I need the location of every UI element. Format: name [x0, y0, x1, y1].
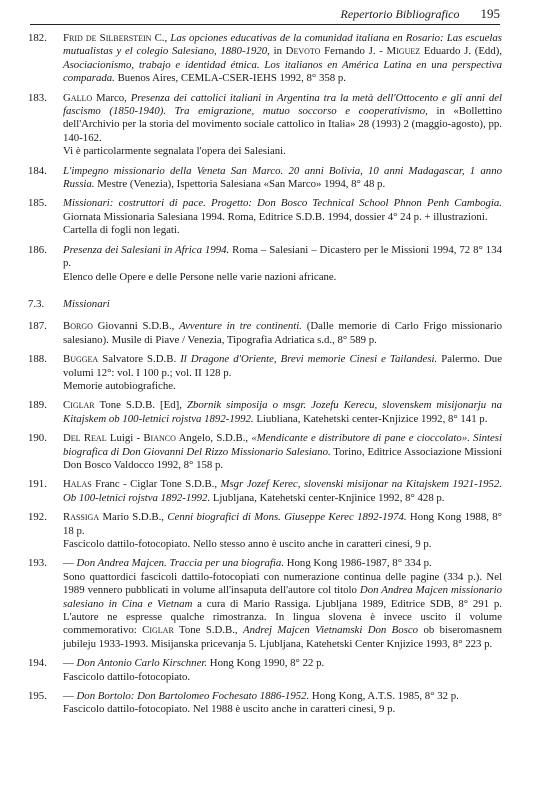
entry-title: L'impegno missionario della Veneta San Marco. 20 anni Bolivia, 10 anni Madagascar, 1 anno Russia.: [63, 164, 502, 191]
author: Halas: [63, 478, 92, 491]
bibliography-entry-184: [28, 165, 502, 192]
entry-number: 191.: [28, 478, 47, 491]
entry-text: in: [269, 45, 286, 58]
entry-title: Msgr Jozef Kerec, slovenski misijonar na Kitajskem 1921-1952. Ob 100-letnici rojstva 1892-1992.: [63, 478, 502, 504]
entry-text: Hong Kong, A.T.S. 1985, 8° 32 p.: [309, 690, 459, 703]
bibliography-list: [28, 32, 502, 723]
entry-number: 192.: [28, 511, 47, 524]
entry-title: Don Antonio Carlo Kirschner.: [76, 657, 208, 670]
entry-title: Andrej Majcen Vietnamski Don Bosco: [243, 624, 419, 637]
author: Frid de Silberstein C.,: [63, 32, 168, 44]
entry-title: Don Andrea Majcen. Traccia per una biografia.: [76, 557, 285, 570]
entry-text: Salvatore S.D.B.: [98, 353, 181, 366]
entry-title: Presenza dei Salesiani in Africa 1994.: [63, 243, 230, 256]
bibliography-entry-195: [28, 690, 502, 717]
entry-number: 185.: [28, 197, 47, 210]
entry-title: Cenni biografici di Mons. Giuseppe Kerec 1892-1974.: [167, 511, 407, 524]
bibliography-entry-185: [28, 197, 502, 237]
entry-text: Marco,: [92, 91, 131, 104]
header-rule: [30, 24, 500, 25]
entry-number: 182.: [28, 32, 47, 44]
entry-text: Eduardo J. (Edd),: [420, 45, 503, 58]
running-header: [0, 6, 500, 22]
author: Devoto: [285, 45, 321, 58]
entry-text: Angelo, S.D.B.,: [175, 432, 252, 445]
entry-title: Missionari: costruttori di pace. Progetto: Don Bosco Technical School Phnon Penh Cambogia.: [63, 197, 502, 210]
entry-text: Buenos Aires, CEMLA-CSER-IEHS 1992, 8° 358 p.: [114, 72, 346, 85]
author: Ciglar: [142, 624, 174, 637]
entry-text: Fernando J. -: [320, 45, 387, 58]
ditto-dash: —: [63, 657, 77, 670]
entry-title: Zbornik simposija o msgr. Jozefu Kerecu, slovenskem misijonarju na Kitajskem ob 100-letnici rojstva 1892-1992.: [63, 399, 502, 425]
bibliography-entry-190: [28, 432, 502, 472]
bibliography-entry-191: [28, 478, 502, 505]
entry-text: Mestre (Venezia), Ispettoria Salesiana «San Marco» 1994, 8° 48 p.: [94, 178, 386, 191]
entry-text: Liubliana, Katehetski center-Knjizice 1992, 8° 141 p.: [253, 412, 488, 425]
entry-number: 184.: [28, 164, 47, 177]
entry-number: 183.: [28, 91, 47, 104]
entry-title: Don Bortolo: Don Bartolomeo Fochesato 1886-1952.: [76, 690, 310, 703]
entry-note: Memorie autobiografiche.: [63, 379, 176, 392]
author: Buggea: [63, 353, 99, 366]
section-number: 7.3.: [28, 297, 45, 310]
entry-note: Cartella di fogli non legati.: [63, 224, 180, 237]
entry-note: Elenco delle Opere e delle Persone nelle varie nazioni africane.: [63, 270, 337, 283]
bibliography-entry-194: [28, 657, 502, 684]
entry-title: Las opciones educativas de la comunidad italiana en Rosario: Las escuelas mutualistas y el colegio Salesiano, 1880-1920,: [63, 32, 502, 58]
page-number: 195: [480, 6, 500, 21]
entry-text: Sono quattordici fascicoli dattilo-fotocopiati con numerazione continua delle pagine (334 p.). Nel 1989 vennero pubblicati in volume all'insaputa dell'autore col titolo: [63, 570, 502, 597]
entry-text: Mario S.D.B.,: [99, 511, 168, 524]
entry-number: 187.: [28, 320, 47, 333]
entry-text: Tone S.D.B.,: [173, 624, 244, 637]
section-heading: [28, 298, 502, 311]
author: Ciglar: [63, 399, 95, 412]
author: Del Real: [63, 432, 107, 445]
entry-text: Franc - Ciglar Tone S.D.B.,: [91, 478, 221, 491]
entry-text: Tone S.D.B. [Ed],: [94, 399, 187, 412]
author: Borgo: [63, 320, 93, 333]
entry-title: Il Dragone d'Oriente, Brevi memorie Cinesi e Tailandesi.: [180, 353, 438, 366]
ditto-dash: —: [63, 690, 77, 703]
entry-number: 188.: [28, 353, 47, 366]
bibliography-entry-189: [28, 399, 502, 426]
bibliography-entry-193: [28, 557, 502, 651]
entry-text: Luigi -: [106, 432, 144, 445]
entry-text: Ljubljana, Katehetski center-Knjinice 1992, 8° 428 p.: [210, 491, 445, 504]
author: Miguez: [386, 45, 421, 58]
entry-text: ob biseromasnem jubileju 1933-1993. Misijanska pricevanja 5. Ljubljana, Katehetski Center Knjizice 1993, 8° 223 p.: [63, 624, 503, 650]
entry-title: Don Andrea Majcen missionario salesiano in Cina e Vietnam: [63, 584, 502, 610]
entry-title: Presenza dei cattolici italiani in Argentina tra la metà dell'Ottocento e gli anni del fascismo (1850-1940). Tra emigrazione, mutuo soccorso e cooperativismo,: [63, 91, 503, 118]
entry-note: Fascicolo dattilo-fotocopiato. Nel 1988 è uscito anche in caratteri cinesi, 9 p.: [63, 703, 396, 716]
entry-text: a cura di Mario Rassiga. Ljubljana 1989, Editrice SDB, 8° 291 p. L'autore ne espresse qualche rimostranza. In lingua slovena è invece uscito il volume commemorativo:: [63, 597, 502, 637]
section-title: Missionari: [63, 297, 110, 310]
entry-title: Asociacionismo, trabajo e identidad étnica. Los italianos en América Latina en una perspectiva comparada.: [63, 58, 502, 85]
bibliography-entry-183: [28, 92, 502, 159]
entry-number: 189.: [28, 399, 47, 412]
entry-text: (Dalle memorie di Carlo Frigo missionario salesiano). Musile di Piave / Venezia, Tipografia Adriatica s.d., 8° 589 p.: [63, 320, 502, 346]
entry-text: in «Bollettino dell'Archivio per la storia del movimento sociale cattolico in Italia» 28 (1993) 2 (maggio-agosto), pp. 140-162.: [63, 105, 502, 144]
running-title: Repertorio Bibliografico: [340, 7, 460, 21]
entry-text: Torino, Editrice Associazione Missioni Don Bosco Valdocco 1992, 8° 158 p.: [63, 445, 502, 471]
entry-number: 194.: [28, 657, 47, 670]
entry-text: Palermo. Due volumi 12°: vol. I 100 p.; vol. II 128 p.: [63, 353, 502, 379]
entry-note: Fascicolo dattilo-fotocopiato.: [63, 670, 191, 683]
bibliography-entry-187: [28, 320, 502, 347]
entry-note: Vi è particolarmente segnalata l'opera dei Salesiani.: [63, 145, 286, 158]
entry-text: Hong Kong 1986-1987, 8° 334 p.: [284, 557, 432, 570]
author: Bianco: [143, 432, 176, 445]
entry-number: 193.: [28, 557, 47, 570]
entry-note: [63, 571, 502, 651]
entry-text: Hong Kong 1990, 8° 22 p.: [207, 657, 325, 670]
bibliography-entry-188: [28, 353, 502, 393]
entry-number: 195.: [28, 690, 47, 703]
bibliography-entry-192: [28, 511, 502, 551]
bibliography-entry-182: [28, 32, 502, 86]
author: Gallo: [63, 91, 93, 104]
bibliography-entry-186: [28, 244, 502, 284]
author: Rassiga: [63, 511, 100, 524]
entry-note: Fascicolo dattilo-fotocopiato. Nello stesso anno è uscito anche in caratteri cinesi, 9 p.: [63, 538, 432, 550]
entry-text: Roma – Salesiani – Dicastero per le Missioni 1994, 72 8° 134 p.: [63, 243, 502, 270]
entry-text: Giovanni S.D.B.,: [92, 320, 180, 333]
entry-text: Giornata Missionaria Salesiana 1994. Roma, Editrice S.D.B. 1994, dossier 4° 24 p. + illustrazioni.: [63, 210, 488, 223]
entry-title: «Mendicante e distributore di pane e cioccolato». Sintesi biografica di Don Giovanni Del Rizzo Missionario Salesiano.: [63, 432, 502, 458]
entry-text: Hong Kong 1988, 8° 18 p.: [63, 511, 502, 537]
entry-number: 186.: [28, 243, 47, 256]
entry-title: Avventure in tre continenti.: [179, 320, 302, 333]
entry-number: 190.: [28, 432, 47, 445]
ditto-dash: —: [63, 557, 77, 570]
